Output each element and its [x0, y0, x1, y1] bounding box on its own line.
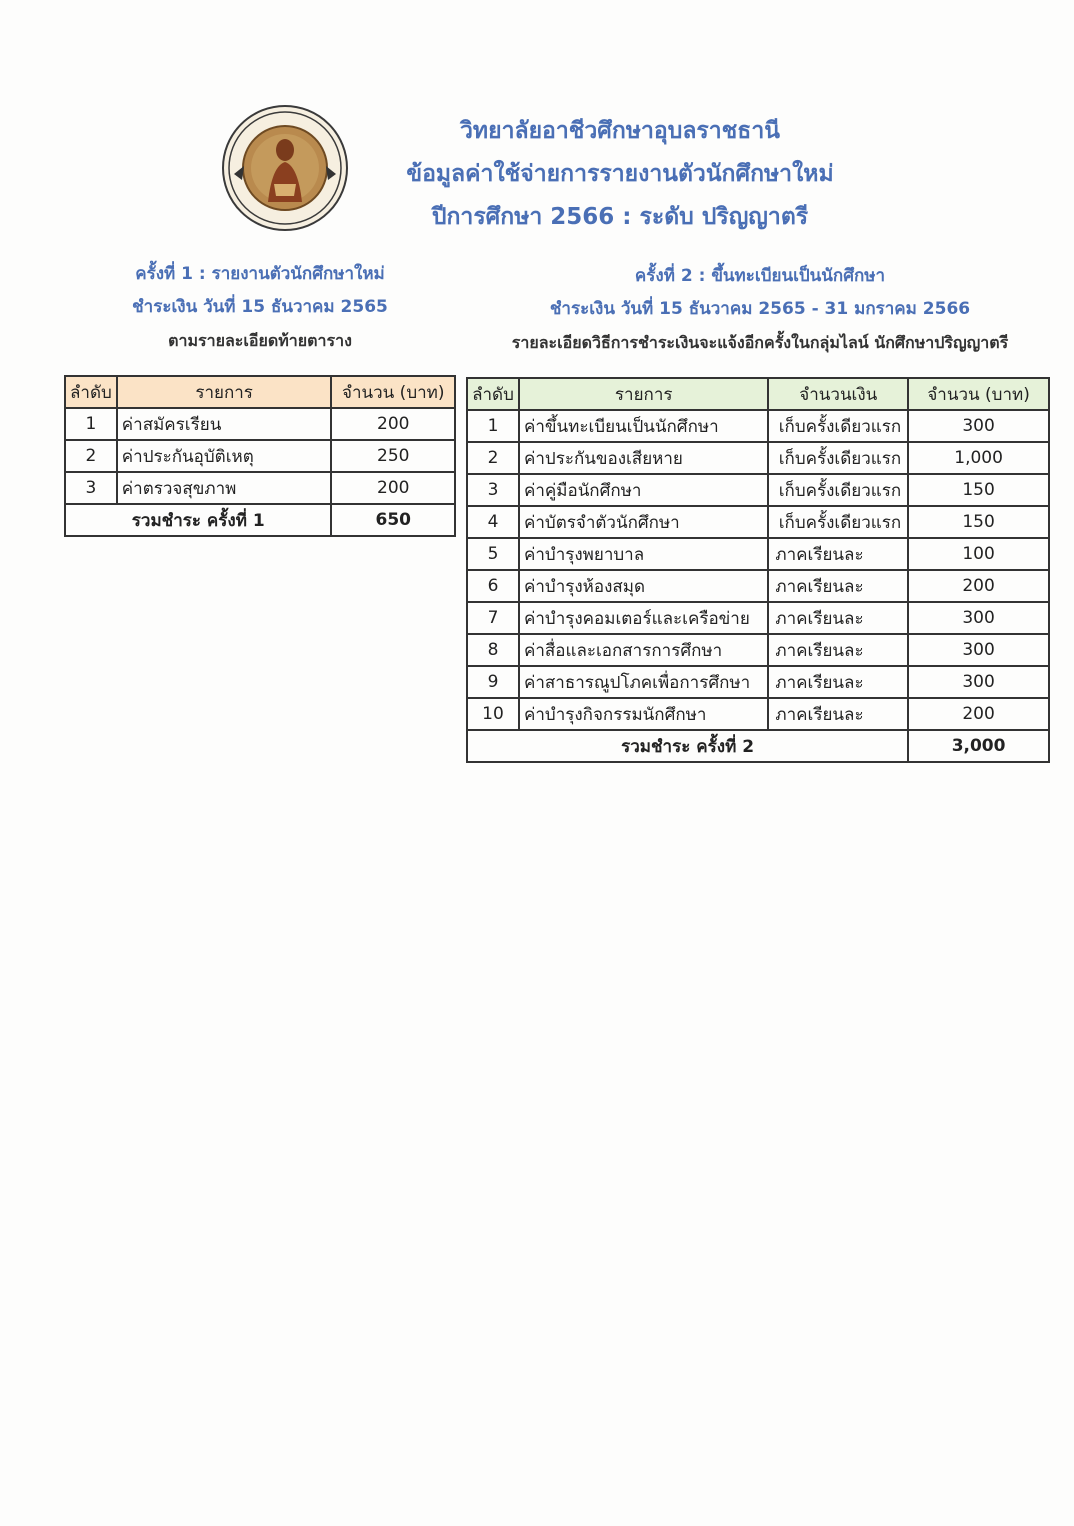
row-item: ค่าประกันของเสียหาย: [519, 442, 768, 474]
table-header-row: [467, 378, 1049, 410]
total-row: [467, 730, 1049, 762]
table-row: [467, 506, 1049, 538]
col-header-freq: จำนวนเงิน: [768, 378, 908, 410]
table-row: [467, 666, 1049, 698]
row-amount: 200: [908, 698, 1049, 730]
row-frequency: เก็บครั้งเดียวแรก: [768, 506, 908, 538]
table-row: [65, 472, 455, 504]
row-item: ค่าขึ้นทะเบียนเป็นนักศึกษา: [519, 410, 768, 442]
col-header-amount: จำนวน (บาท): [908, 378, 1049, 410]
row-no: 6: [467, 570, 519, 602]
row-item: ค่าสมัครเรียน: [117, 408, 332, 440]
document-header: [380, 110, 860, 239]
row-amount: 300: [908, 634, 1049, 666]
row-item: ค่าบำรุงพยาบาล: [519, 538, 768, 570]
row-frequency: เก็บครั้งเดียวแรก: [768, 410, 908, 442]
row-amount: 200: [331, 472, 455, 504]
row-amount: 100: [908, 538, 1049, 570]
row-frequency: ภาคเรียนละ: [768, 538, 908, 570]
table-header-row: [65, 376, 455, 408]
row-no: 2: [467, 442, 519, 474]
col-header-amount: จำนวน (บาท): [331, 376, 455, 408]
row-frequency: เก็บครั้งเดียวแรก: [768, 474, 908, 506]
academic-year-level: ปีการศึกษา 2566 : ระดับ ปริญญาตรี: [431, 204, 809, 230]
col-header-item: รายการ: [519, 378, 768, 410]
row-item: ค่าสื่อและเอกสารการศึกษา: [519, 634, 768, 666]
row-amount: 200: [331, 408, 455, 440]
row-frequency: ภาคเรียนละ: [768, 602, 908, 634]
row-amount: 300: [908, 602, 1049, 634]
part1-note: ตามรายละเอียดท้ายตาราง: [168, 331, 352, 350]
table-row: [467, 538, 1049, 570]
col-header-no: ลำดับ: [65, 376, 117, 408]
row-amount: 300: [908, 666, 1049, 698]
row-frequency: ภาคเรียนละ: [768, 666, 908, 698]
row-amount: 200: [908, 570, 1049, 602]
part1-heading: [95, 258, 425, 357]
row-no: 4: [467, 506, 519, 538]
row-frequency: ภาคเรียนละ: [768, 698, 908, 730]
document-title: ข้อมูลค่าใช้จ่ายการรายงานตัวนักศึกษาใหม่: [406, 161, 834, 187]
row-no: 7: [467, 602, 519, 634]
row-amount: 150: [908, 506, 1049, 538]
row-item: ค่าบำรุงกิจกรรมนักศึกษา: [519, 698, 768, 730]
table-row: [467, 474, 1049, 506]
row-item: ค่าบำรุงคอมเตอร์และเครือข่าย: [519, 602, 768, 634]
part2-note: รายละเอียดวิธีการชำระเงินจะแจ้งอีกครั้งในกลุ่มไลน์ นักศึกษาปริญญาตรี: [511, 333, 1009, 352]
part2-title: ครั้งที่ 2 : ขึ้นทะเบียนเป็นนักศึกษา: [634, 266, 886, 286]
row-no: 3: [65, 472, 117, 504]
total-label: รวมชำระ ครั้งที่ 2: [467, 730, 908, 762]
col-header-no: ลำดับ: [467, 378, 519, 410]
total-label: รวมชำระ ครั้งที่ 1: [65, 504, 331, 536]
row-item: ค่าประกันอุบัติเหตุ: [117, 440, 332, 472]
row-amount: 250: [331, 440, 455, 472]
row-no: 3: [467, 474, 519, 506]
row-amount: 300: [908, 410, 1049, 442]
part1-fee-table: [64, 375, 456, 537]
row-no: 9: [467, 666, 519, 698]
total-value: 650: [331, 504, 455, 536]
row-amount: 1,000: [908, 442, 1049, 474]
table-row: [65, 408, 455, 440]
row-no: 8: [467, 634, 519, 666]
col-header-item: รายการ: [117, 376, 332, 408]
row-item: ค่าบำรุงห้องสมุด: [519, 570, 768, 602]
table-row: [467, 442, 1049, 474]
total-value: 3,000: [908, 730, 1049, 762]
table-row: [467, 634, 1049, 666]
row-no: 5: [467, 538, 519, 570]
table-row: [467, 410, 1049, 442]
row-no: 10: [467, 698, 519, 730]
row-frequency: เก็บครั้งเดียวแรก: [768, 442, 908, 474]
row-frequency: ภาคเรียนละ: [768, 570, 908, 602]
row-no: 1: [65, 408, 117, 440]
row-item: ค่าตรวจสุขภาพ: [117, 472, 332, 504]
row-item: ค่าสาธารณูปโภคเพื่อการศึกษา: [519, 666, 768, 698]
row-amount: 150: [908, 474, 1049, 506]
row-no: 1: [467, 410, 519, 442]
part1-payment-date: ชำระเงิน วันที่ 15 ธันวาคม 2565: [132, 297, 388, 317]
college-name: วิทยาลัยอาชีวศึกษาอุบลราชธานี: [460, 118, 780, 144]
part1-title: ครั้งที่ 1 : รายงานตัวนักศึกษาใหม่: [135, 264, 385, 284]
part2-fee-table: [466, 377, 1050, 763]
row-item: ค่าคู่มือนักศึกษา: [519, 474, 768, 506]
row-frequency: ภาคเรียนละ: [768, 634, 908, 666]
total-row: [65, 504, 455, 536]
part2-heading: [470, 260, 1050, 359]
table-row: [65, 440, 455, 472]
table-row: [467, 602, 1049, 634]
row-item: ค่าบัตรจำตัวนักศึกษา: [519, 506, 768, 538]
row-no: 2: [65, 440, 117, 472]
college-seal-logo-icon: [220, 104, 350, 232]
table-row: [467, 698, 1049, 730]
part2-payment-date: ชำระเงิน วันที่ 15 ธันวาคม 2565 - 31 มกราคม 2566: [549, 299, 971, 319]
table-row: [467, 570, 1049, 602]
